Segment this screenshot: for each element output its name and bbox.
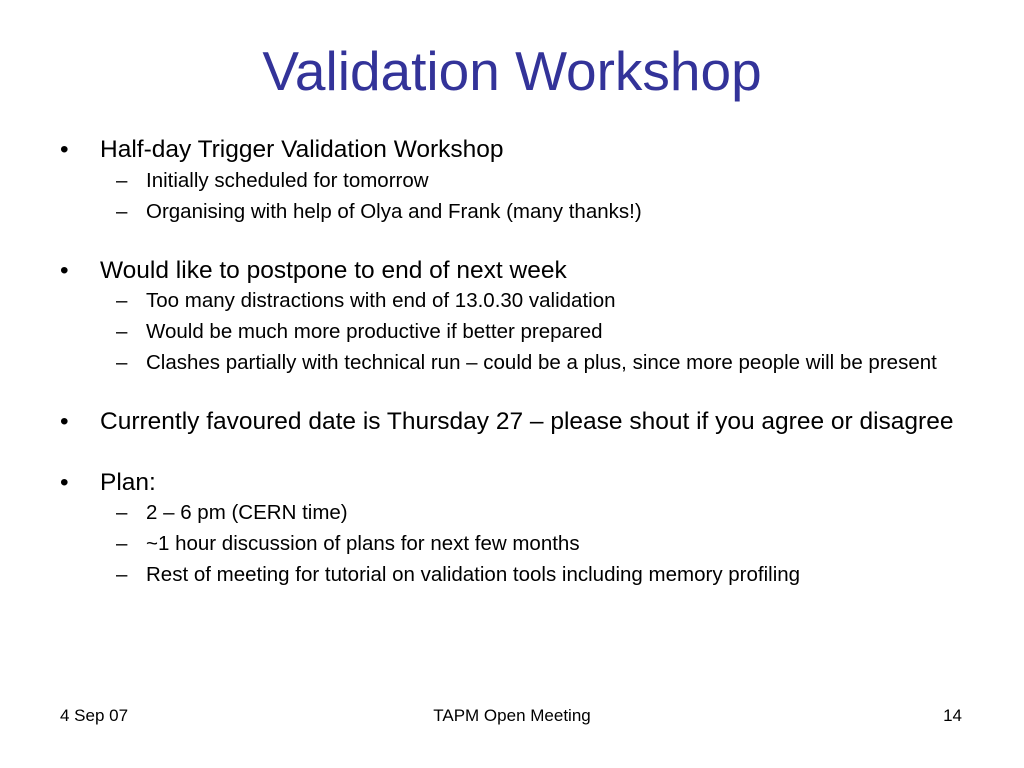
sub-bullet-text: ~1 hour discussion of plans for next few months: [146, 532, 580, 555]
slide-body: [60, 136, 980, 587]
bullet-item: [60, 257, 980, 285]
bullet-section-2: [60, 257, 980, 376]
spacer: [60, 436, 980, 469]
bullet-item: [60, 408, 980, 436]
footer-page-number: 14: [943, 706, 962, 725]
sub-bullet-marker: –: [116, 532, 128, 555]
bullet-text: Currently favoured date is Thursday 27 – please shout if you agree or disagree: [100, 408, 954, 435]
spacer: [60, 224, 980, 257]
sub-bullet-marker: –: [116, 168, 128, 192]
bullet-marker: •: [60, 136, 69, 163]
bullet-item: [60, 469, 980, 497]
sub-bullet-text: Initially scheduled for tomorrow: [146, 168, 429, 192]
sub-bullet-text: Would be much more productive if better prepared: [146, 320, 603, 343]
sub-bullet-item: [60, 351, 980, 375]
sub-bullet-item: [60, 532, 980, 556]
sub-bullet-marker: –: [116, 563, 128, 586]
sub-bullet-item: [60, 501, 980, 525]
bullet-marker: •: [60, 468, 69, 496]
sub-bullet-marker: –: [116, 289, 128, 312]
sub-bullet-text: Clashes partially with technical run – could be a plus, since more people will be present: [146, 351, 937, 374]
slide-title: Validation Workshop: [262, 40, 762, 102]
sub-bullet-item: [60, 320, 980, 344]
bullet-marker: •: [60, 408, 69, 435]
sub-bullet-text: 2 – 6 pm (CERN time): [146, 501, 348, 524]
bullet-section-1: [60, 136, 980, 224]
bullet-section-4: [60, 469, 980, 588]
bullet-marker: •: [60, 256, 69, 284]
sub-bullet-item: [60, 200, 980, 224]
sub-bullet-item: [60, 289, 980, 313]
sub-bullet-marker: –: [116, 199, 128, 223]
sub-bullet-text: Organising with help of Olya and Frank (many thanks!): [146, 199, 642, 223]
spacer: [60, 375, 980, 408]
sub-bullet-text: Too many distractions with end of 13.0.30 validation: [146, 289, 616, 312]
bullet-text: Half-day Trigger Validation Workshop: [100, 136, 504, 163]
sub-bullet-item: [60, 563, 980, 587]
footer-date: 4 Sep 07: [60, 706, 129, 725]
footer-meeting-name: TAPM Open Meeting: [433, 706, 591, 725]
sub-bullet-item: [60, 169, 980, 193]
bullet-text: Plan:: [100, 468, 156, 496]
bullet-item: [60, 136, 980, 164]
sub-bullet-marker: –: [116, 320, 128, 343]
sub-bullet-marker: –: [116, 351, 128, 374]
bullet-text: Would like to postpone to end of next week: [100, 256, 567, 284]
sub-bullet-text: Rest of meeting for tutorial on validation tools including memory profiling: [146, 563, 801, 586]
bullet-section-3: [60, 408, 980, 436]
sub-bullet-marker: –: [116, 501, 128, 524]
